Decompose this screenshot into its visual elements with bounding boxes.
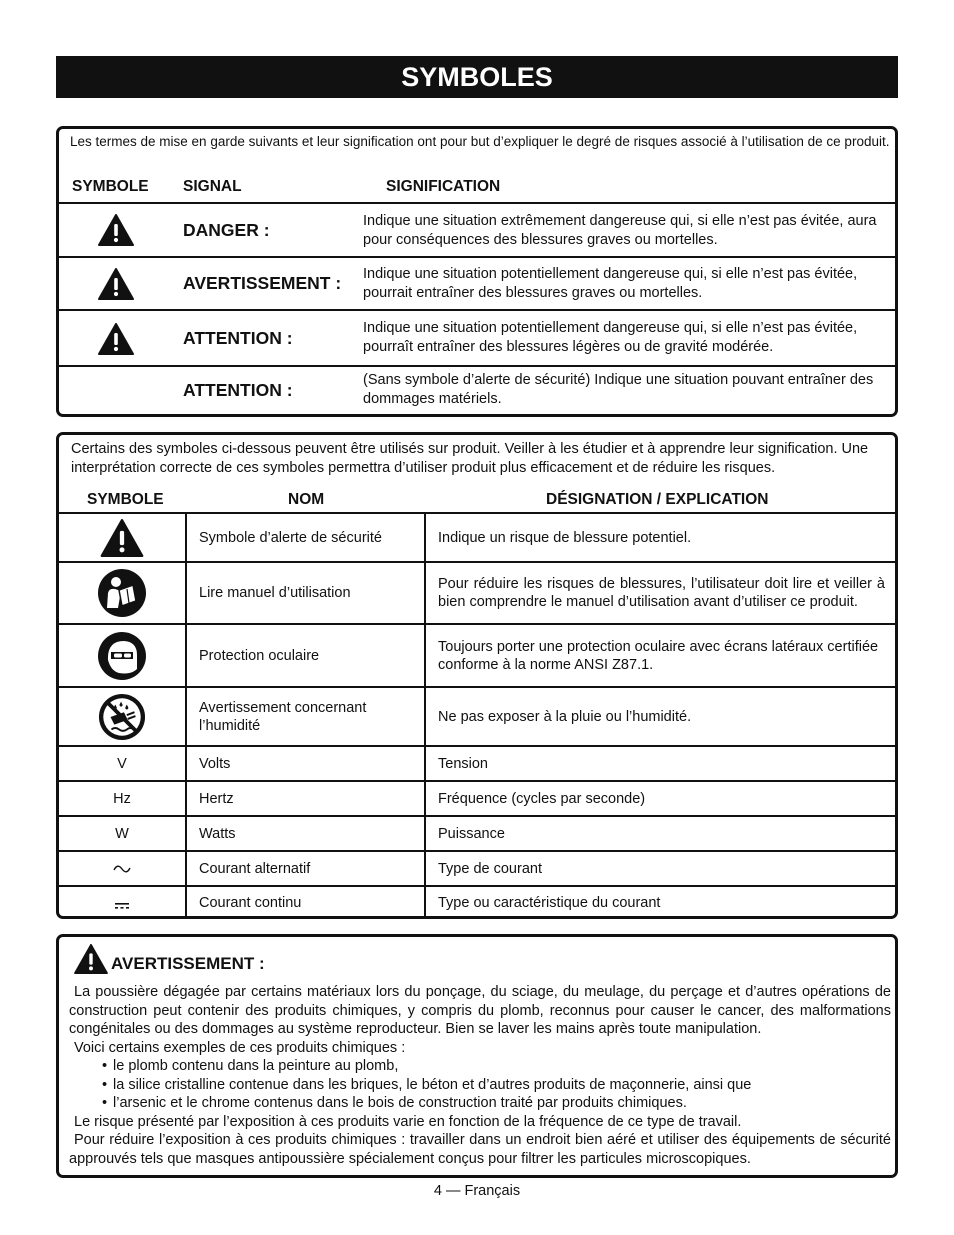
- signal-word: ATTENTION :: [183, 380, 293, 400]
- list-item: • l’arsenic et le chrome contenus dans le bois de construction traité par produits chimiques.: [102, 1094, 891, 1113]
- symbols-intro: Certains des symboles ci-dessous peuvent être utilisés sur produit. Veiller à les étudier et à apprendre leur signification. Une interprétation correcte de ces symboles permettra d’utiliser produit plus efficacement et de réduire les risques.: [71, 441, 869, 476]
- safety-alert-icon: [100, 519, 144, 557]
- signal-word: AVERTISSEMENT :: [183, 273, 342, 293]
- symbol-text: Hz: [113, 790, 131, 807]
- warning-title: AVERTISSEMENT :: [111, 954, 265, 973]
- page-title: SYMBOLES: [56, 56, 898, 98]
- header-symbol: SYMBOLE: [72, 178, 149, 195]
- symbol-name: Courant alternatif: [185, 852, 424, 885]
- symbol-row: [59, 885, 895, 919]
- symbol-name: Courant continu: [185, 887, 424, 919]
- symbol-explanation: Ne pas exposer à la pluie ou l’humidité.: [424, 688, 895, 745]
- list-item: • la silice cristalline contenue dans les briques, le béton et d’autres produits de maçonnerie, ainsi que: [102, 1076, 891, 1095]
- symbol-explanation: Toujours porter une protection oculaire avec écrans latéraux certifiée conforme à la norme ANSI Z87.1.: [424, 625, 895, 686]
- warning-triangle-icon: [98, 323, 134, 355]
- header-symbol: SYMBOLE: [87, 491, 164, 508]
- symbol-row: [59, 745, 895, 780]
- symbol-text: V: [117, 755, 127, 772]
- symbol-row: [59, 561, 895, 623]
- header-explanation: DÉSIGNATION / EXPLICATION: [546, 491, 769, 508]
- symbol-row: [59, 815, 895, 850]
- signal-word: DANGER :: [183, 220, 270, 240]
- wet-conditions-icon: [98, 693, 146, 741]
- signal-meaning: Indique une situation potentiellement dangereuse qui, si elle n’est pas évitée, pourraît entraîner des blessures légères ou de gravité modérée.: [363, 320, 858, 355]
- symbol-row: [59, 780, 895, 815]
- read-manual-icon: [97, 568, 147, 618]
- symbol-name: Protection oculaire: [185, 625, 424, 686]
- header-name: NOM: [288, 491, 325, 508]
- warning-body: [69, 983, 891, 1168]
- signal-meaning: Indique une situation potentiellement dangereuse qui, si elle n’est pas évitée, pourrait entraîner des blessures graves ou mortelles.: [363, 266, 858, 301]
- symbol-row: [59, 850, 895, 885]
- eye-protection-icon: [97, 631, 147, 681]
- warning-paragraph: La poussière dégagée par certains matériaux lors du ponçage, du sciage, du meulage, du perçage et d’autres opérations de construction peut contenir des produits chimiques, y compris du plomb, reconnus pour causer le cancer, des malformations congénitales ou des dommages au système reproducteur. Bien se laver les mains après toute manipulation.: [69, 984, 891, 1037]
- symbol-name: Hertz: [185, 782, 424, 815]
- warning-triangle-icon: [98, 214, 134, 246]
- list-item: • le plomb contenu dans la peinture au plomb,: [102, 1057, 891, 1076]
- symbol-row: [59, 686, 895, 745]
- signal-row: [59, 202, 895, 256]
- warning-triangle-icon: [98, 268, 134, 300]
- signal-intro: Les termes de mise en garde suivants et leur signification ont pour but d’expliquer le degré de risques associé à l’utilisation de ce produit.: [70, 134, 890, 149]
- warning-box: [56, 934, 898, 1178]
- alternating-current-icon: [113, 863, 131, 875]
- symbol-explanation: Type ou caractéristique du courant: [424, 887, 895, 919]
- symbol-explanation: Pour réduire les risques de blessures, l’utilisateur doit lire et veiller à bien comprendre le manuel d’utilisation avant d’utiliser ce produit.: [424, 563, 895, 623]
- signal-row: [59, 309, 895, 365]
- symbol-row: [59, 512, 895, 561]
- warning-triangle-icon: [74, 944, 108, 974]
- signal-word: ATTENTION :: [183, 328, 293, 348]
- symbol-explanation: Fréquence (cycles par seconde): [424, 782, 895, 815]
- symbol-name: Symbole d’alerte de sécurité: [185, 514, 424, 561]
- symbol-name: Volts: [185, 747, 424, 780]
- symbol-name: Watts: [185, 817, 424, 850]
- symbol-name: Lire manuel d’utilisation: [185, 563, 424, 623]
- warning-list-intro: Voici certains exemples de ces produits chimiques :: [74, 1039, 406, 1056]
- header-signal: SIGNAL: [183, 178, 242, 195]
- direct-current-icon: [114, 902, 130, 910]
- signal-meaning: (Sans symbole d’alerte de sécurité) Indique une situation pouvant entraîner des dommages matériels.: [363, 372, 874, 407]
- symbols-box: [56, 432, 898, 919]
- page-footer: 4 — Français: [433, 1183, 521, 1199]
- symbol-explanation: Indique un risque de blessure potentiel.: [424, 514, 895, 561]
- symbol-explanation: Puissance: [424, 817, 895, 850]
- warning-paragraph: Pour réduire l’exposition à ces produits chimiques : travailler dans un endroit bien aéré et utiliser des équipements de sécurité approuvés tels que masques antipoussière spécialement conçus pour filtrer les particules microscopiques.: [69, 1132, 891, 1167]
- chemicals-list: [69, 1057, 891, 1113]
- header-meaning: SIGNIFICATION: [386, 178, 501, 195]
- symbol-text: W: [115, 825, 129, 842]
- symbol-name: Avertissement concernant l’humidité: [185, 688, 424, 745]
- warning-paragraph: Le risque présenté par l’exposition à ces produits varie en fonction de la fréquence de ce type de travail.: [74, 1113, 742, 1130]
- symbol-explanation: Type de courant: [424, 852, 895, 885]
- signal-words-box: [56, 126, 898, 417]
- signal-row: [59, 365, 895, 417]
- symbol-explanation: Tension: [424, 747, 895, 780]
- signal-row: [59, 256, 895, 309]
- signal-meaning: Indique une situation extrêmement dangereuse qui, si elle n’est pas évitée, aura pour conséquences des blessures graves ou mortelles.: [363, 213, 877, 248]
- symbol-row: [59, 623, 895, 686]
